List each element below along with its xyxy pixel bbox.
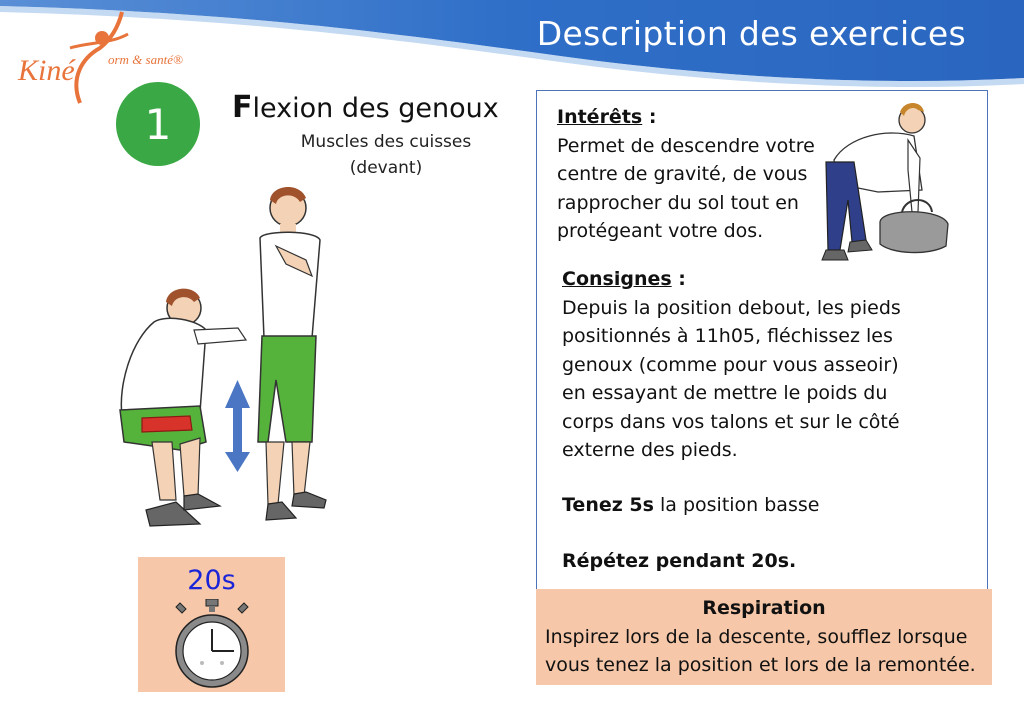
hold-bold: Tenez 5s [562, 494, 654, 516]
interets-heading: Intérêts [557, 106, 643, 128]
respiration-line-1: Inspirez lors de la descente, soufflez lorsque [545, 626, 968, 648]
respiration-box [536, 589, 992, 685]
interets-section [557, 103, 815, 246]
consignes-colon: : [671, 268, 686, 290]
consignes-line-6: externe des pieds. [562, 439, 738, 461]
timer-box [138, 557, 285, 692]
respiration-line-2: vous tenez la position et lors de la remontée. [545, 654, 976, 676]
consignes-line-5: corps dans vos talons et sur le côté [562, 410, 900, 433]
up-down-arrow-icon [225, 380, 250, 472]
logo-text-kine: Kiné [18, 54, 75, 87]
interets-colon: : [642, 106, 657, 128]
interets-line-2: centre de gravité, de vous [557, 163, 808, 185]
consignes-line-3: genoux (comme pour vous asseoir) [562, 353, 899, 376]
exercise-title-initial: F [232, 90, 253, 125]
stopwatch-icon [168, 599, 256, 689]
consignes-section [562, 265, 901, 465]
interets-line-4: protégeant votre dos. [557, 220, 764, 242]
interets-line-1: Permet de descendre votre [557, 134, 815, 157]
repeat-instruction: Répétez pendant 20s. [562, 550, 797, 572]
consignes-line-4: en essayant de mettre le poids du [562, 382, 888, 404]
page-title: Description des exercices [536, 14, 966, 53]
respiration-text [545, 623, 990, 679]
exercise-subtitle [290, 129, 482, 181]
exercise-title [232, 90, 499, 125]
consignes-line-2: positionnés à 11h05, fléchissez les [562, 325, 893, 347]
lifting-bag-illustration [818, 100, 958, 265]
subtitle-line-1: Muscles des cuisses [300, 132, 472, 152]
consignes-line-1: Depuis la position debout, les pieds [562, 296, 901, 319]
hold-instruction [562, 491, 819, 520]
interets-line-3: rapprocher du sol tout en [557, 191, 799, 214]
consignes-heading: Consignes [562, 268, 672, 290]
hold-rest: la position basse [653, 494, 820, 516]
squat-illustration [80, 180, 360, 540]
timer-duration: 20s [187, 565, 236, 596]
logo-text-rest: orm & santé® [108, 52, 183, 67]
respiration-title: Respiration [702, 597, 826, 619]
exercise-title-rest: lexion des genoux [252, 93, 499, 124]
standing-figure [258, 187, 326, 520]
exercise-number-badge: 1 [116, 82, 200, 166]
subtitle-line-2: (devant) [349, 158, 423, 178]
